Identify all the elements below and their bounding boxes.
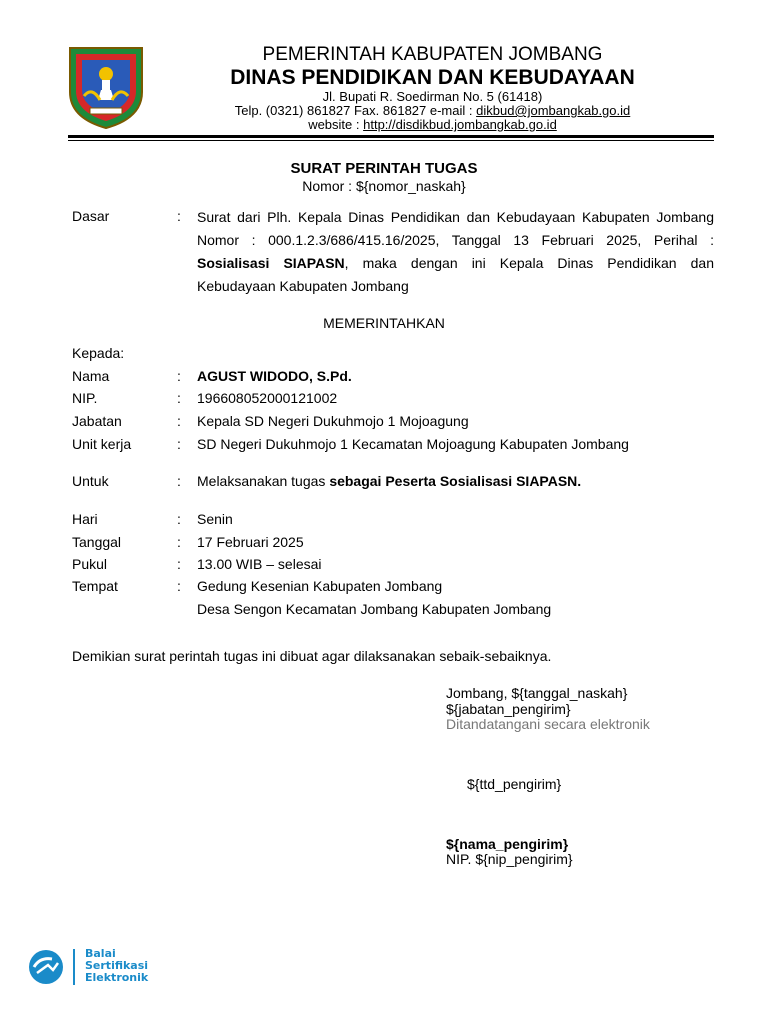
website-link[interactable]: http://disdikbud.jombangkab.go.id xyxy=(363,117,557,132)
letter-title: SURAT PERINTAH TUGAS xyxy=(290,160,478,177)
contact-prefix: Telp. (0321) 861827 Fax. 861827 e-mail : xyxy=(234,103,477,118)
signer-name: ${nama_pengirim} xyxy=(446,836,569,852)
website-prefix: website : xyxy=(308,117,364,132)
tempat-line1: Gedung Kesenian Kabupaten Jombang xyxy=(197,578,443,594)
dasar-label: Dasar xyxy=(72,208,110,224)
header-government: PEMERINTAH KABUPATEN JOMBANG xyxy=(262,44,603,65)
signature-position: ${jabatan_pengirim} xyxy=(446,701,571,717)
colon: : xyxy=(177,208,181,224)
colon: : xyxy=(177,578,181,594)
colon: : xyxy=(177,511,181,527)
dasar-text-part1: Surat dari Plh. Kepala Dinas Pendidikan dan Kebudayaan Kabupaten Jombang Nomor : 000.1.2.3/686/415.16/2025, Tanggal 13 Februari 2025, Perihal : xyxy=(197,209,714,248)
tempat-line2: Desa Sengon Kecamatan Jombang Kabupaten Jombang xyxy=(197,601,552,617)
bsre-text-line1: Balai xyxy=(85,947,116,960)
signature-placeholder: ${ttd_pengirim} xyxy=(467,776,562,792)
email-link[interactable]: dikbud@jombangkab.go.id xyxy=(476,103,631,118)
signature-electronic-note: Ditandatangani secara elektronik xyxy=(446,716,650,732)
nama-value: AGUST WIDODO, S.Pd. xyxy=(197,368,352,384)
header-rule-thick xyxy=(68,135,714,138)
jabatan-label: Jabatan xyxy=(72,413,122,429)
header-rule-thin xyxy=(68,140,714,141)
closing-statement: Demikian surat perintah tugas ini dibuat agar dilaksanakan sebaik-sebaiknya. xyxy=(72,648,552,664)
untuk-purpose: sebagai Peserta Sosialisasi SIAPASN. xyxy=(329,473,582,489)
bsre-wordmark xyxy=(85,948,148,984)
nip-label: NIP. xyxy=(72,390,98,406)
tanggal-value: 17 Februari 2025 xyxy=(197,534,304,550)
colon: : xyxy=(177,556,181,572)
untuk-value xyxy=(197,473,581,489)
bsre-text-line2: Sertifikasi xyxy=(85,959,149,972)
signer-nip: NIP. ${nip_pengirim} xyxy=(446,851,573,867)
nip-value: 196608052000121002 xyxy=(197,390,338,406)
header-website xyxy=(160,117,705,132)
bsre-logo xyxy=(24,945,154,989)
unit-kerja-label: Unit kerja xyxy=(72,436,132,452)
colon: : xyxy=(177,534,181,550)
untuk-label: Untuk xyxy=(72,473,109,489)
header-contact xyxy=(160,103,705,118)
untuk-text: Melaksanakan tugas xyxy=(197,473,330,489)
colon: : xyxy=(177,368,181,384)
colon: : xyxy=(177,436,181,452)
pukul-label: Pukul xyxy=(72,556,108,572)
nama-label: Nama xyxy=(72,368,110,384)
tanggal-label: Tanggal xyxy=(72,534,122,550)
colon: : xyxy=(177,473,181,489)
letter-number: Nomor : ${nomor_naskah} xyxy=(302,178,466,194)
tempat-label: Tempat xyxy=(72,578,118,594)
hari-value: Senin xyxy=(197,511,233,527)
hari-label: Hari xyxy=(72,511,98,527)
unit-kerja-value: SD Negeri Dukuhmojo 1 Kecamatan Mojoagung Kabupaten Jombang xyxy=(197,436,629,452)
colon: : xyxy=(177,390,181,406)
header-address: Jl. Bupati R. Soedirman No. 5 (61418) xyxy=(322,89,543,104)
pukul-value: 13.00 WIB – selesai xyxy=(197,556,322,572)
signature-place-date: Jombang, ${tanggal_naskah} xyxy=(446,685,628,701)
bsre-text-line3: Elektronik xyxy=(85,971,149,984)
jombang-regency-emblem xyxy=(68,44,144,130)
kepada-label: Kepada: xyxy=(72,345,125,361)
dasar-text xyxy=(197,206,714,298)
memerintahkan-heading: MEMERINTAHKAN xyxy=(323,315,445,331)
jabatan-value: Kepala SD Negeri Dukuhmojo 1 Mojoagung xyxy=(197,413,469,429)
header-agency: DINAS PENDIDIKAN DAN KEBUDAYAAN xyxy=(230,66,635,89)
dasar-subject: Sosialisasi SIAPASN xyxy=(197,255,345,271)
colon: : xyxy=(177,413,181,429)
dasar-text-part2: , maka dengan ini Kepala Dinas Pendidikan dan Kebudayaan Kabupaten Jombang xyxy=(197,255,714,294)
